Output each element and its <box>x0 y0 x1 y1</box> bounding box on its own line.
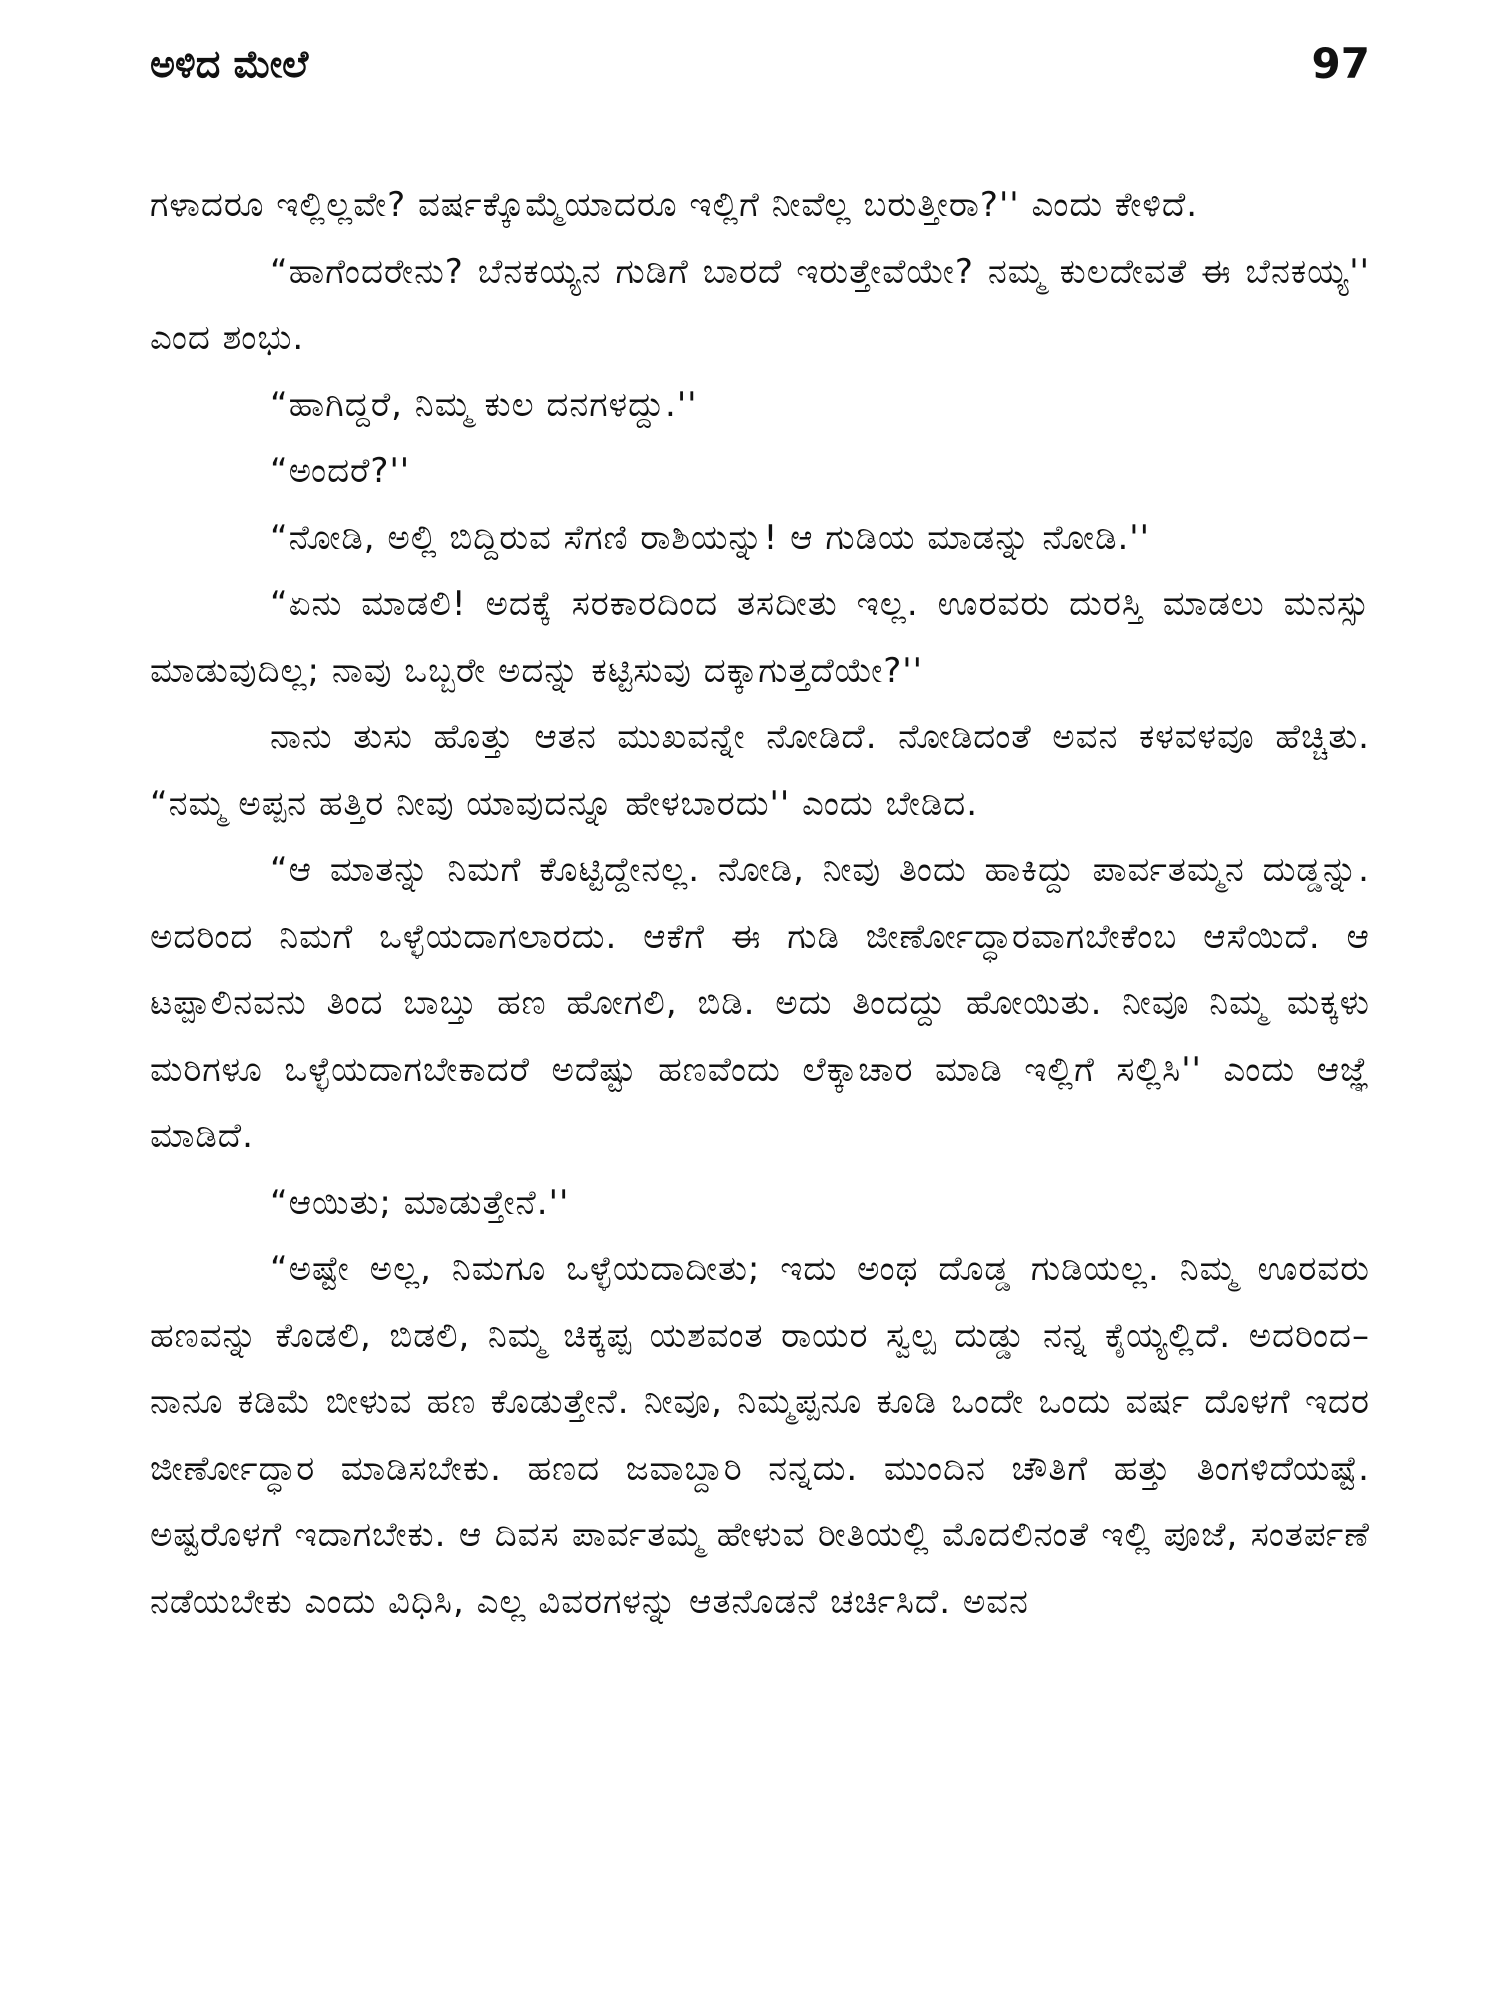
paragraph: “ಹಾಗೆಂದರೇನು? ಬೆನಕಯ್ಯನ ಗುಡಿಗೆ ಬಾರದೆ ಇರುತ್ತೇವೆಯೇ? ನಮ್ಮ ಕುಲದೇವತೆ ಈ ಬೆನಕಯ್ಯ'' ಎಂದ ಶಂಭು. <box>150 251 1370 358</box>
body-text <box>150 172 1370 1635</box>
paragraph: “ಅಷ್ಟೇ ಅಲ್ಲ, ನಿಮಗೂ ಒಳ್ಳೆಯದಾದೀತು; ಇದು ಅಂಥ ದೊಡ್ಡ ಗುಡಿಯಲ್ಲ. ನಿಮ್ಮ ಊರವರು ಹಣವನ್ನು ಕೊಡಲಿ, ಬಿಡಲಿ, ನಿಮ್ಮ ಚಿಕ್ಕಪ್ಪ ಯಶವಂತ ರಾಯರ ಸ್ವಲ್ಪ ದುಡ್ಡು ನನ್ನ ಕೈಯ್ಯಲ್ಲಿದೆ. ಅದರಿಂದ–ನಾನೂ ಕಡಿಮೆ ಬೀಳುವ ಹಣ ಕೊಡುತ್ತೇನೆ. ನೀವೂ, ನಿಮ್ಮಪ್ಪನೂ ಕೂಡಿ ಒಂದೇ ಒಂದು ವರ್ಷ ದೊಳಗೆ ಇದರ ಜೀರ್ಣೋದ್ಧಾರ ಮಾಡಿಸಬೇಕು. ಹಣದ ಜವಾಬ್ದಾರಿ ನನ್ನದು. ಮುಂದಿನ ಚೌತಿಗೆ ಹತ್ತು ತಿಂಗಳಿದೆಯಷ್ಟೆ. ಅಷ್ಟರೊಳಗೆ ಇದಾಗಬೇಕು. ಆ ದಿವಸ ಪಾರ್ವತಮ್ಮ ಹೇಳುವ ರೀತಿಯಲ್ಲಿ ಮೊದಲಿನಂತೆ ಇಲ್ಲಿ ಪೂಜೆ, ಸಂತರ್ಪಣೆ ನಡೆಯಬೇಕು ಎಂದು ವಿಧಿಸಿ, ಎಲ್ಲ ವಿವರಗಳನ್ನು ಆತನೊಡನೆ ಚರ್ಚಿಸಿದೆ. ಅವನ <box>150 1249 1370 1622</box>
paragraph: ನಾನು ತುಸು ಹೊತ್ತು ಆತನ ಮುಖವನ್ನೇ ನೋಡಿದೆ. ನೋಡಿದಂತೆ ಅವನ ಕಳವಳವೂ ಹೆಚ್ಚಿತು. “ನಮ್ಮ ಅಪ್ಪನ ಹತ್ತಿರ ನೀವು ಯಾವುದನ್ನೂ ಹೇಳಬಾರದು'' ಎಂದು ಬೇಡಿದ. <box>150 717 1370 824</box>
paragraph: “ಹಾಗಿದ್ದರೆ, ನಿಮ್ಮ ಕುಲ ದನಗಳದ್ದು.'' <box>270 384 698 425</box>
paragraph: “ಏನು ಮಾಡಲಿ! ಅದಕ್ಕೆ ಸರಕಾರದಿಂದ ತಸದೀತು ಇಲ್ಲ. ಊರವರು ದುರಸ್ತಿ ಮಾಡಲು ಮನಸ್ಸು ಮಾಡುವುದಿಲ್ಲ; ನಾವು ಒಬ್ಬರೇ ಅದನ್ನು ಕಟ್ಟಿಸುವು ದಕ್ಕಾಗುತ್ತದೆಯೇ?'' <box>150 584 1370 691</box>
chapter-title: ಅಳಿದ ಮೇಲೆ <box>150 42 309 86</box>
paragraph: “ಆಯಿತು; ಮಾಡುತ್ತೇನೆ.'' <box>270 1182 570 1223</box>
page-number: 97 <box>1311 39 1370 88</box>
paragraph: “ಅಂದರೆ?'' <box>270 451 411 491</box>
paragraph: “ಆ ಮಾತನ್ನು ನಿಮಗೆ ಕೊಟ್ಟಿದ್ದೇನಲ್ಲ. ನೋಡಿ, ನೀವು ತಿಂದು ಹಾಕಿದ್ದು ಪಾರ್ವತಮ್ಮನ ದುಡ್ಡನ್ನು. ಅದರಿಂದ ನಿಮಗೆ ಒಳ್ಳೆಯದಾಗಲಾರದು. ಆಕೆಗೆ ಈ ಗುಡಿ ಜೀರ್ಣೋದ್ಧಾರವಾಗಬೇಕೆಂಬ ಆಸೆಯಿದೆ. ಆ ಟಪ್ಪಾಲಿನವನು ತಿಂದ ಬಾಬ್ತು ಹಣ ಹೋಗಲಿ, ಬಿಡಿ. ಅದು ತಿಂದದ್ದು ಹೋಯಿತು. ನೀವೂ ನಿಮ್ಮ ಮಕ್ಕಳು ಮರಿಗಳೂ ಒಳ್ಳೆಯದಾಗಬೇಕಾದರೆ ಅದೆಷ್ಟು ಹಣವೆಂದು ಲೆಕ್ಕಾಚಾರ ಮಾಡಿ ಇಲ್ಲಿಗೆ ಸಲ್ಲಿಸಿ'' ಎಂದು ಆಜ್ಞೆ ಮಾಡಿದೆ. <box>150 850 1370 1156</box>
paragraph: ಗಳಾದರೂ ಇಲ್ಲಿಲ್ಲವೇ? ವರ್ಷಕ್ಕೊಮ್ಮೆಯಾದರೂ ಇಲ್ಲಿಗೆ ನೀವೆಲ್ಲ ಬರುತ್ತೀರಾ?'' ಎಂದು ಕೇಳಿದೆ. <box>150 185 1199 225</box>
paragraph: “ನೋಡಿ, ಅಲ್ಲಿ ಬಿದ್ದಿರುವ ಸೆಗಣಿ ರಾಶಿಯನ್ನು! ಆ ಗುಡಿಯ ಮಾಡನ್ನು ನೋಡಿ.'' <box>270 517 1150 558</box>
running-header <box>150 34 1370 94</box>
